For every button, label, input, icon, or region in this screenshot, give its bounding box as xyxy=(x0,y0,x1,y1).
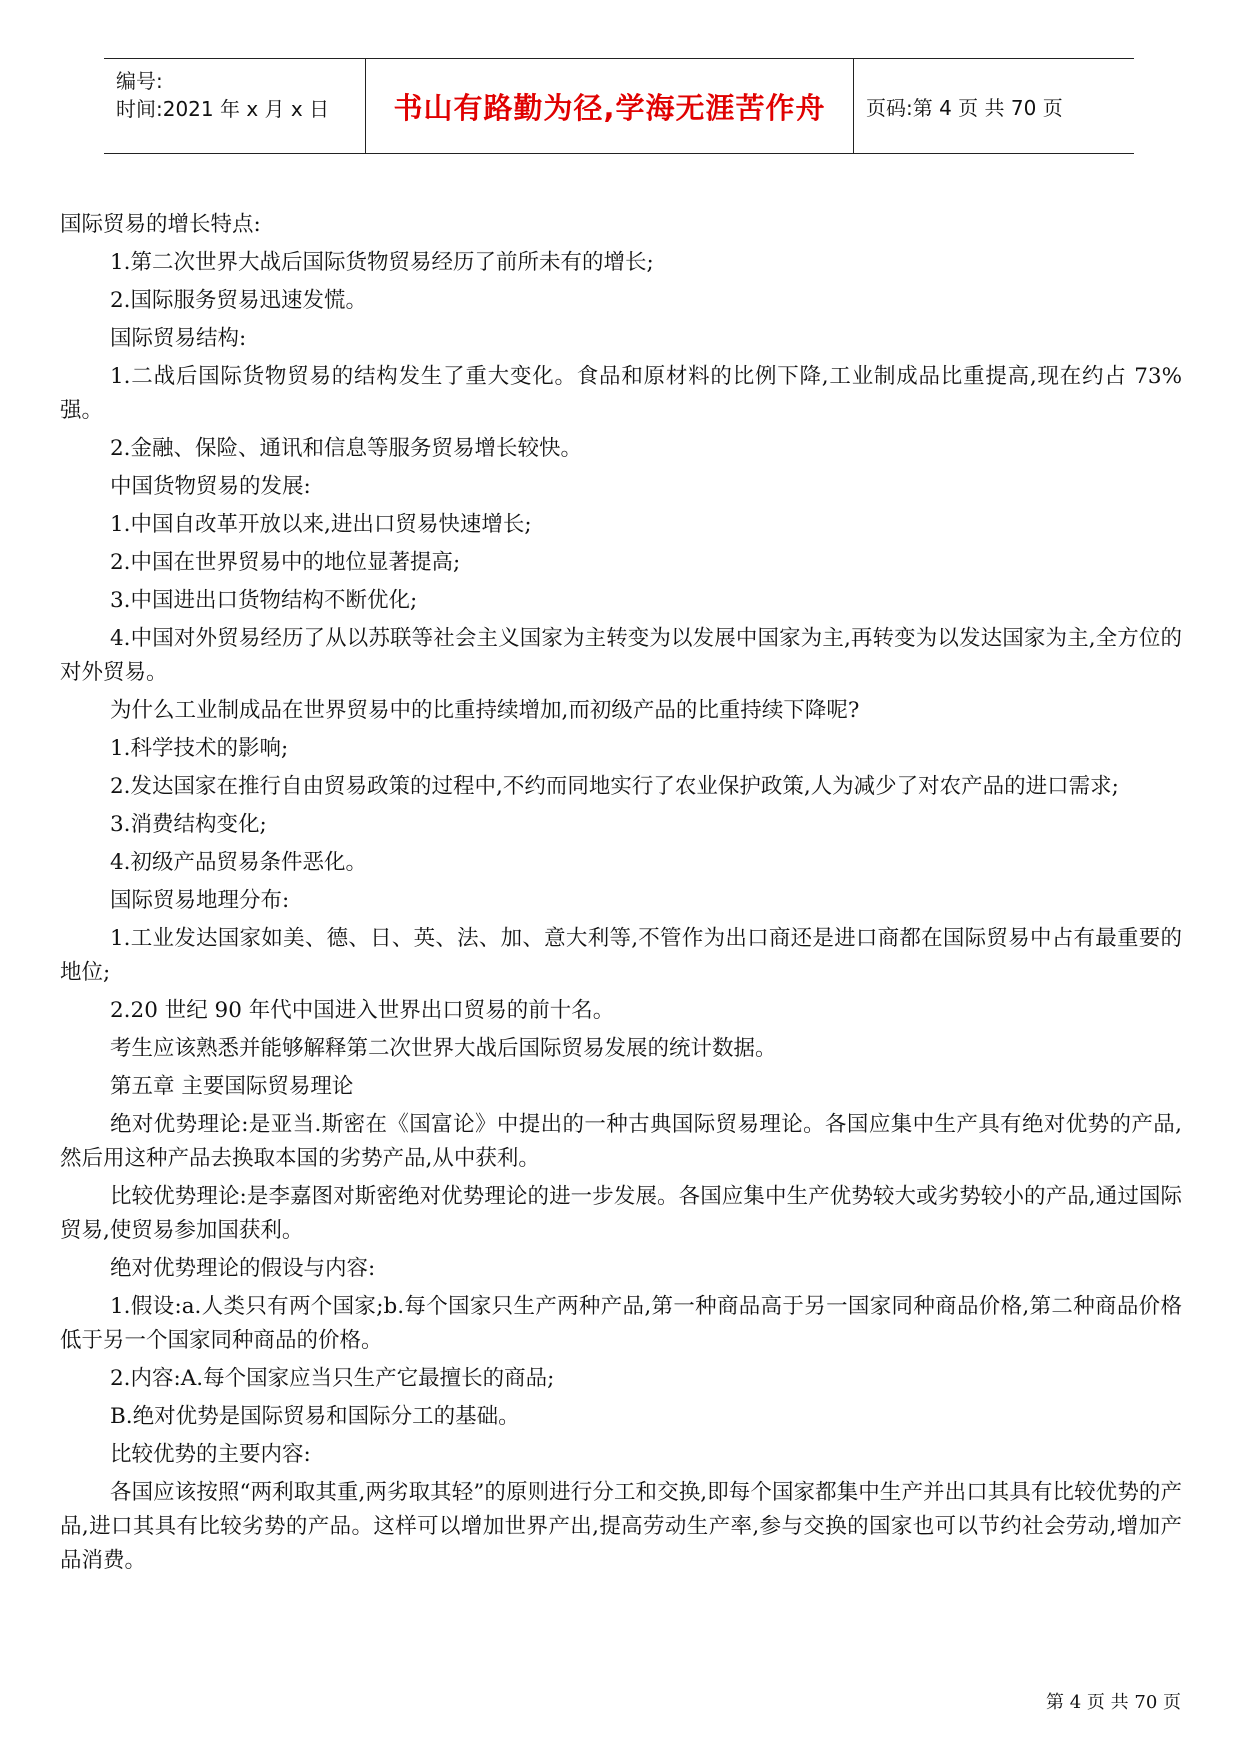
page-footer: 第 4 页 共 70 页 xyxy=(1046,1692,1181,1713)
header-middle-cell xyxy=(366,59,854,153)
paragraph: 1.假设:a.人类只有两个国家;b.每个国家只生产两种产品,第一种商品高于另一国家同种商品价格,第二种商品价格低于另一个国家同种商品的价格。 xyxy=(60,1294,1182,1353)
section-heading: 中国货物贸易的发展: xyxy=(110,474,311,499)
question-heading: 为什么工业制成品在世界贸易中的比重持续增加,而初级产品的比重持续下降呢? xyxy=(110,698,860,723)
chapter-heading: 第五章 主要国际贸易理论 xyxy=(110,1074,354,1099)
section-heading: 比较优势的主要内容: xyxy=(110,1442,311,1467)
paragraph: 4.初级产品贸易条件恶化。 xyxy=(110,850,368,875)
document-time-label: 时间:2021 年 x 月 x 日 xyxy=(116,97,330,121)
paragraph: 1.科学技术的影响; xyxy=(110,736,289,761)
section-heading: 绝对优势理论的假设与内容: xyxy=(110,1256,376,1281)
paragraph: 比较优势理论:是李嘉图对斯密绝对优势理论的进一步发展。各国应集中生产优势较大或劣势较小的产品,通过国际贸易,使贸易参加国获利。 xyxy=(60,1184,1182,1243)
paragraph: 3.消费结构变化; xyxy=(110,812,267,837)
paragraph: 绝对优势理论:是亚当.斯密在《国富论》中提出的一种古典国际贸易理论。各国应集中生产具有绝对优势的产品,然后用这种产品去换取本国的劣势产品,从中获利。 xyxy=(60,1112,1182,1171)
paragraph: 2.20 世纪 90 年代中国进入世界出口贸易的前十名。 xyxy=(110,998,615,1023)
header-page-info: 页码:第 4 页 共 70 页 xyxy=(866,95,1063,120)
paragraph: 考生应该熟悉并能够解释第二次世界大战后国际贸易发展的统计数据。 xyxy=(110,1036,777,1061)
paragraph: 2.金融、保险、通讯和信息等服务贸易增长较快。 xyxy=(110,436,583,461)
page-header xyxy=(104,58,1134,154)
paragraph: 2.国际服务贸易迅速发慌。 xyxy=(110,288,368,313)
paragraph: 4.中国对外贸易经历了从以苏联等社会主义国家为主转变为以发展中国家为主,再转变为以发达国家为主,全方位的对外贸易。 xyxy=(60,626,1182,685)
paragraph: 各国应该按照“两利取其重,两劣取其轻”的原则进行分工和交换,即每个国家都集中生产并出口其具有比较优势的产品,进口其具有比较劣势的产品。这样可以增加世界产出,提高劳动生产率,参与交换的国家也可以节约社会劳动,增加产品消费。 xyxy=(60,1480,1182,1573)
header-motto: 书山有路勤为径,学海无涯苦作舟 xyxy=(393,90,826,125)
header-left-cell xyxy=(104,59,366,153)
paragraph: 3.中国进出口货物结构不断优化; xyxy=(110,588,418,613)
document-body xyxy=(60,208,1182,1582)
paragraph: 国际贸易的增长特点: xyxy=(60,212,261,237)
section-heading: 国际贸易结构: xyxy=(110,326,247,351)
header-right-cell xyxy=(854,59,1134,153)
paragraph: 1.工业发达国家如美、德、日、英、法、加、意大利等,不管作为出口商还是进口商都在国际贸易中占有最重要的地位; xyxy=(60,926,1182,985)
paragraph: 2.发达国家在推行自由贸易政策的过程中,不约而同地实行了农业保护政策,人为减少了对农产品的进口需求; xyxy=(110,774,1119,799)
paragraph: 1.二战后国际货物贸易的结构发生了重大变化。食品和原材料的比例下降,工业制成品比重提高,现在约占 73%强。 xyxy=(60,364,1182,423)
paragraph: B.绝对优势是国际贸易和国际分工的基础。 xyxy=(110,1404,520,1429)
section-heading: 国际贸易地理分布: xyxy=(110,888,290,913)
paragraph: 1.中国自改革开放以来,进出口贸易快速增长; xyxy=(110,512,532,537)
paragraph: 2.内容:A.每个国家应当只生产它最擅长的商品; xyxy=(110,1366,555,1391)
paragraph: 1.第二次世界大战后国际货物贸易经历了前所未有的增长; xyxy=(110,250,654,275)
paragraph: 2.中国在世界贸易中的地位显著提高; xyxy=(110,550,461,575)
document-number-label: 编号: xyxy=(116,69,163,93)
